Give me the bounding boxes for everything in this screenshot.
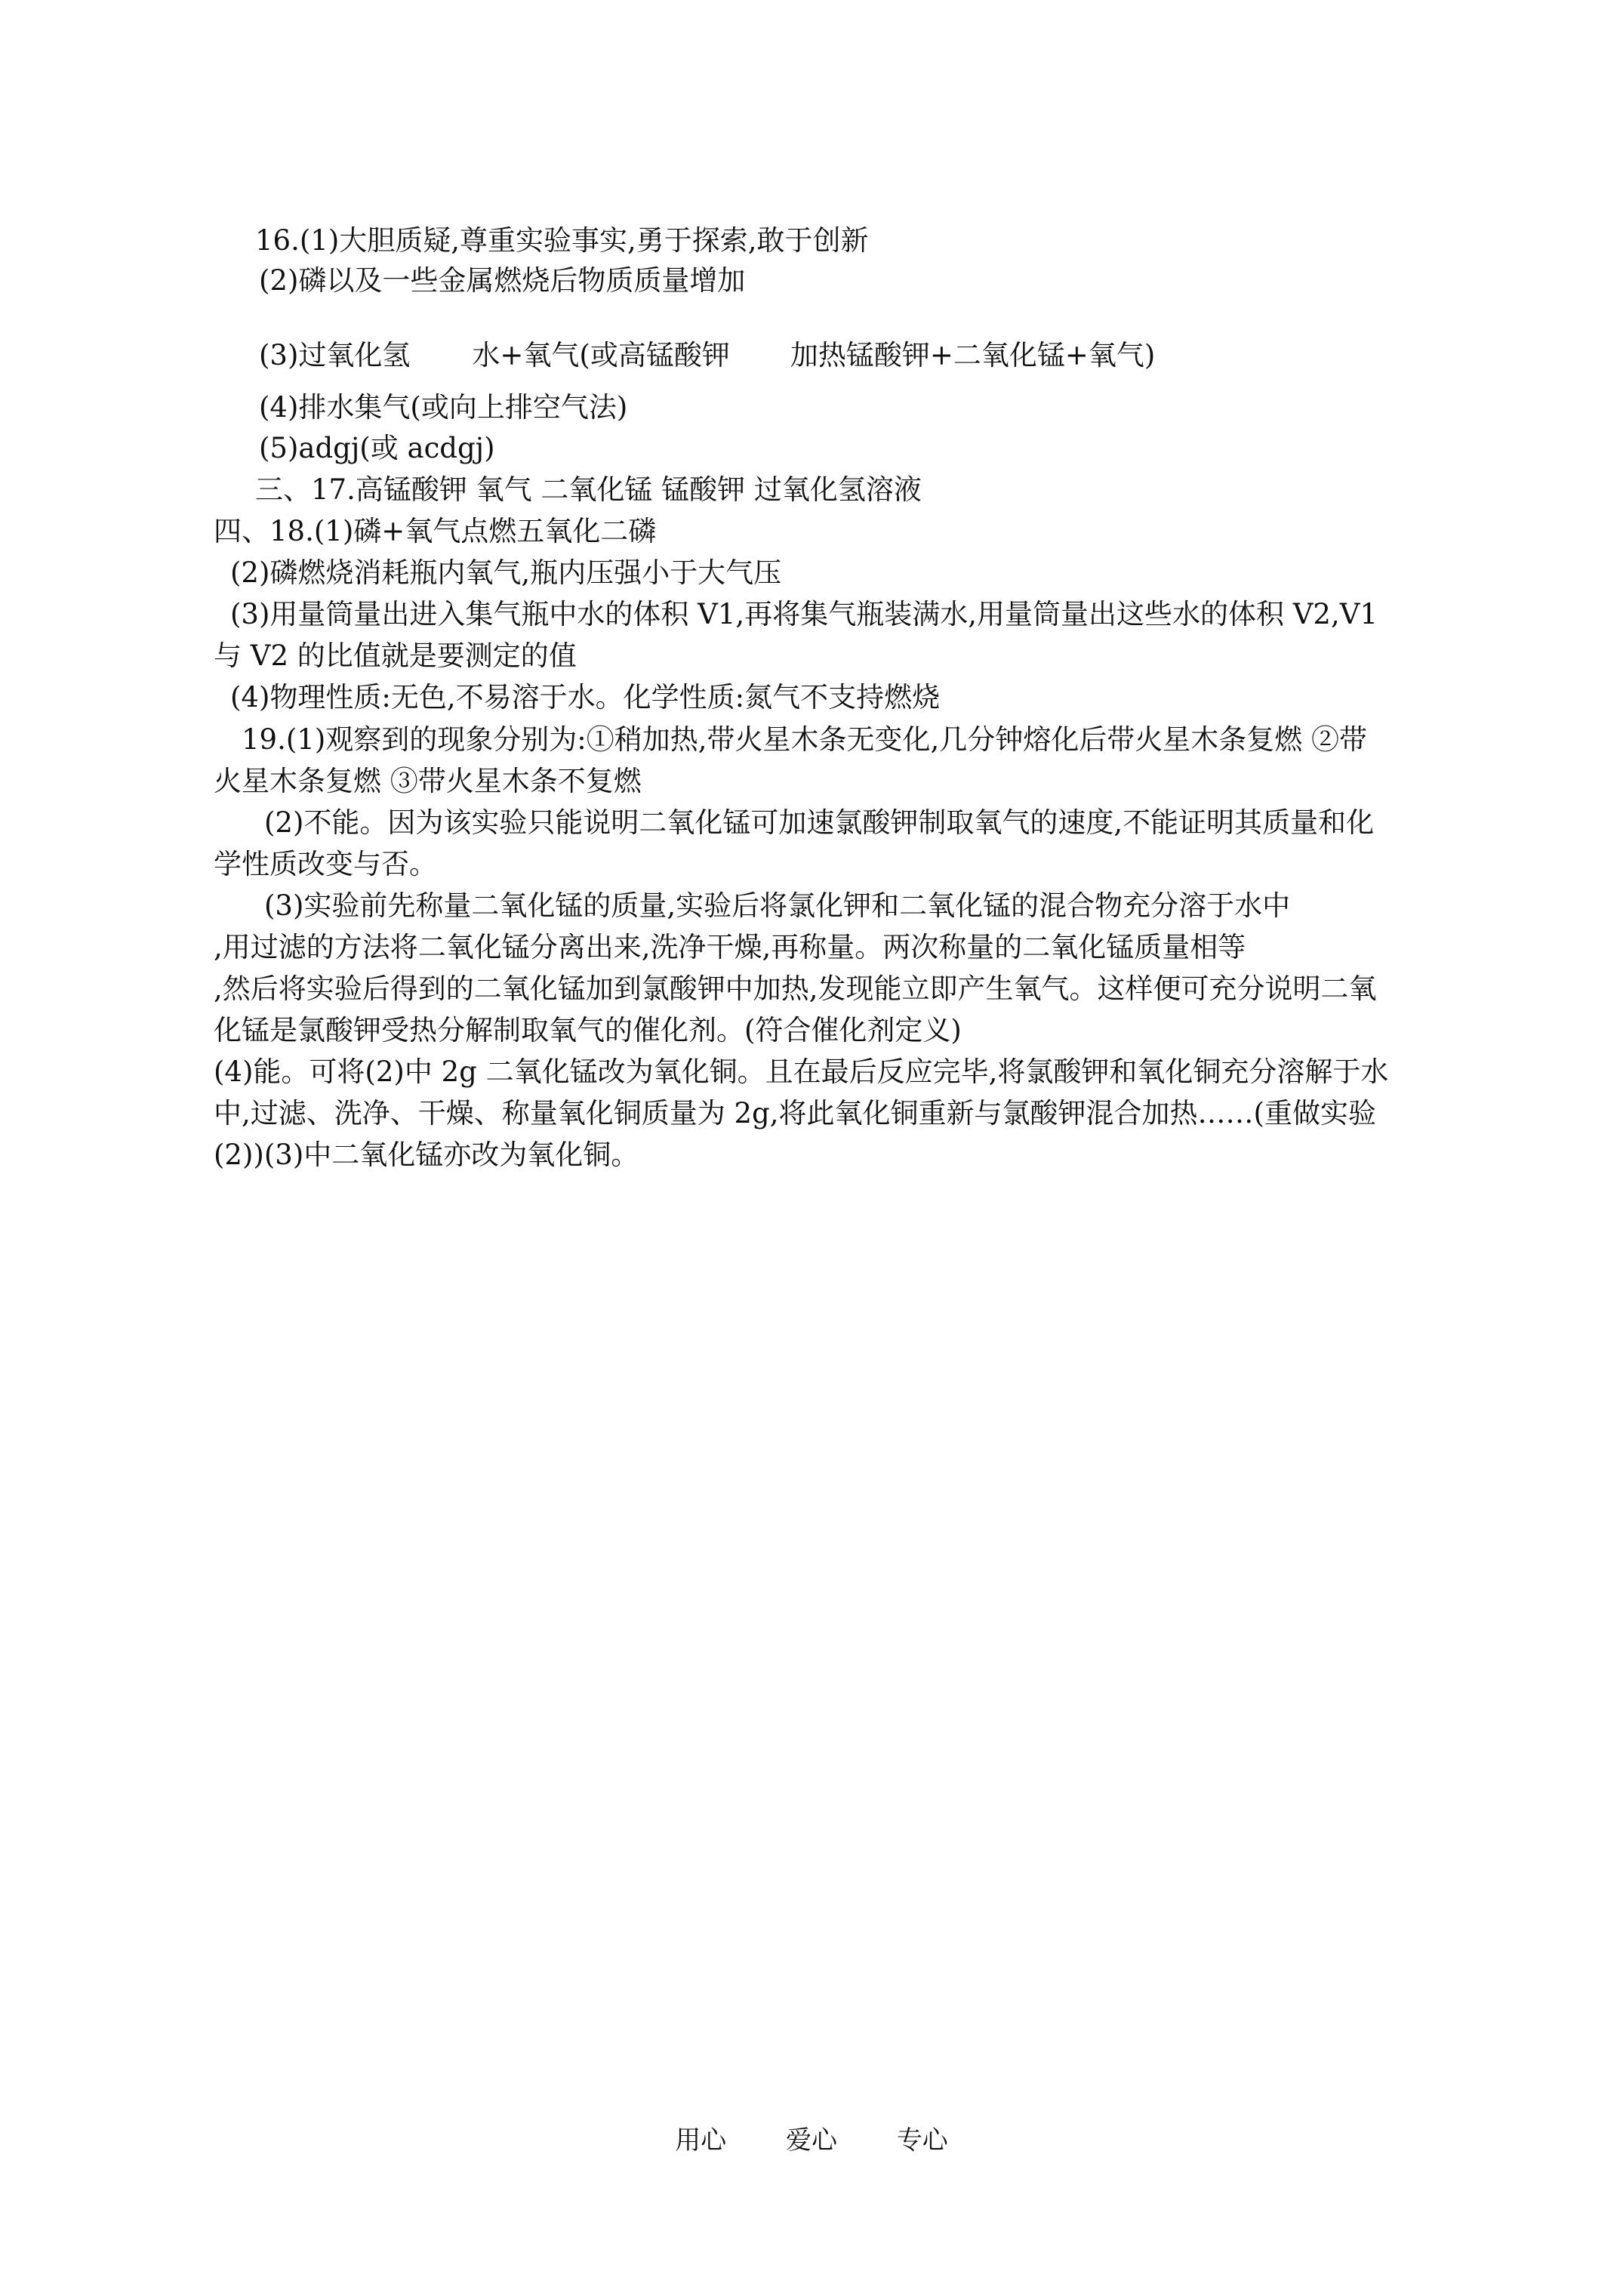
answer-18-1: 四、18.(1)磷+氧气点燃五氧化二磷 xyxy=(214,515,657,547)
answer-18-2: (2)磷燃烧消耗瓶内氧气,瓶内压强小于大气压 xyxy=(230,556,782,589)
answer-16-2: (2)磷以及一些金属燃烧后物质质量增加 xyxy=(259,264,746,297)
answer-16-5: (5)adgj(或 acdgj) xyxy=(259,432,495,464)
answer-18-4: (4)物理性质:无色,不易溶于水。化学性质:氮气不支持燃烧 xyxy=(230,681,941,713)
answer-18-3: (3)用量筒量出进入集气瓶中水的体积 V1,再将集气瓶装满水,用量筒量出这些水的体积 V2,V1 xyxy=(230,598,1378,630)
answer-19-3-cont2: ,然后将实验后得到的二氧化锰加到氯酸钾中加热,发现能立即产生氧气。这样便可充分说明二氧 xyxy=(214,972,1377,1005)
answer-19-4-cont2: (2))(3)中二氧化锰亦改为氧化铜。 xyxy=(214,1139,639,1171)
answer-17: 三、17.高锰酸钾 氧气 二氧化锰 锰酸钾 过氧化氢溶液 xyxy=(255,473,922,506)
answer-19-4: (4)能。可将(2)中 2g 二氧化锰改为氧化铜。且在最后反应完毕,将氯酸钾和氧化铜充分溶解于水 xyxy=(214,1056,1389,1088)
footer-item-3: 专心 xyxy=(896,2125,948,2156)
answer-19-2-cont: 学性质改变与否。 xyxy=(214,848,437,880)
answer-19-3-cont1: ,用过滤的方法将二氧化锰分离出来,洗净干燥,再称量。两次称量的二氧化锰质量相等 xyxy=(214,931,1246,963)
answer-16-4: (4)排水集气(或向上排空气法) xyxy=(259,391,628,424)
footer-item-2: 爱心 xyxy=(786,2125,837,2156)
footer-item-1: 用心 xyxy=(675,2125,727,2156)
answer-16-3-products: 水+氧气(或高锰酸钾 xyxy=(472,339,730,371)
answer-16-3-alt: 加热锰酸钾+二氧化锰+氧气) xyxy=(790,339,1156,371)
answer-18-3-cont: 与 V2 的比值就是要测定的值 xyxy=(214,639,577,672)
answer-19-4-cont1: 中,过滤、洗净、干燥、称量氧化铜质量为 2g,将此氧化铜重新与氯酸钾混合加热……(重做实验 xyxy=(214,1097,1376,1130)
answer-19-2: (2)不能。因为该实验只能说明二氧化锰可加速氯酸钾制取氧气的速度,不能证明其质量和化 xyxy=(264,806,1375,839)
page-footer xyxy=(0,2122,1623,2159)
answer-19-3-cont3: 化锰是氯酸钾受热分解制取氧气的催化剂。(符合催化剂定义) xyxy=(214,1014,962,1046)
answer-19-3: (3)实验前先称量二氧化锰的质量,实验后将氯化钾和二氧化锰的混合物充分溶于水中 xyxy=(264,889,1291,922)
answer-16-1: 16.(1)大胆质疑,尊重实验事实,勇于探索,敢于创新 xyxy=(255,224,869,257)
answer-16-3 xyxy=(259,335,1155,376)
answer-19-1-cont: 火星木条复燃 ③带火星木条不复燃 xyxy=(214,765,642,797)
answer-16-3-reactant: (3)过氧化氢 xyxy=(259,339,411,371)
answer-19-1: 19.(1)观察到的现象分别为:①稍加热,带火星木条无变化,几分钟熔化后带火星木条复燃 ②带 xyxy=(242,723,1368,756)
